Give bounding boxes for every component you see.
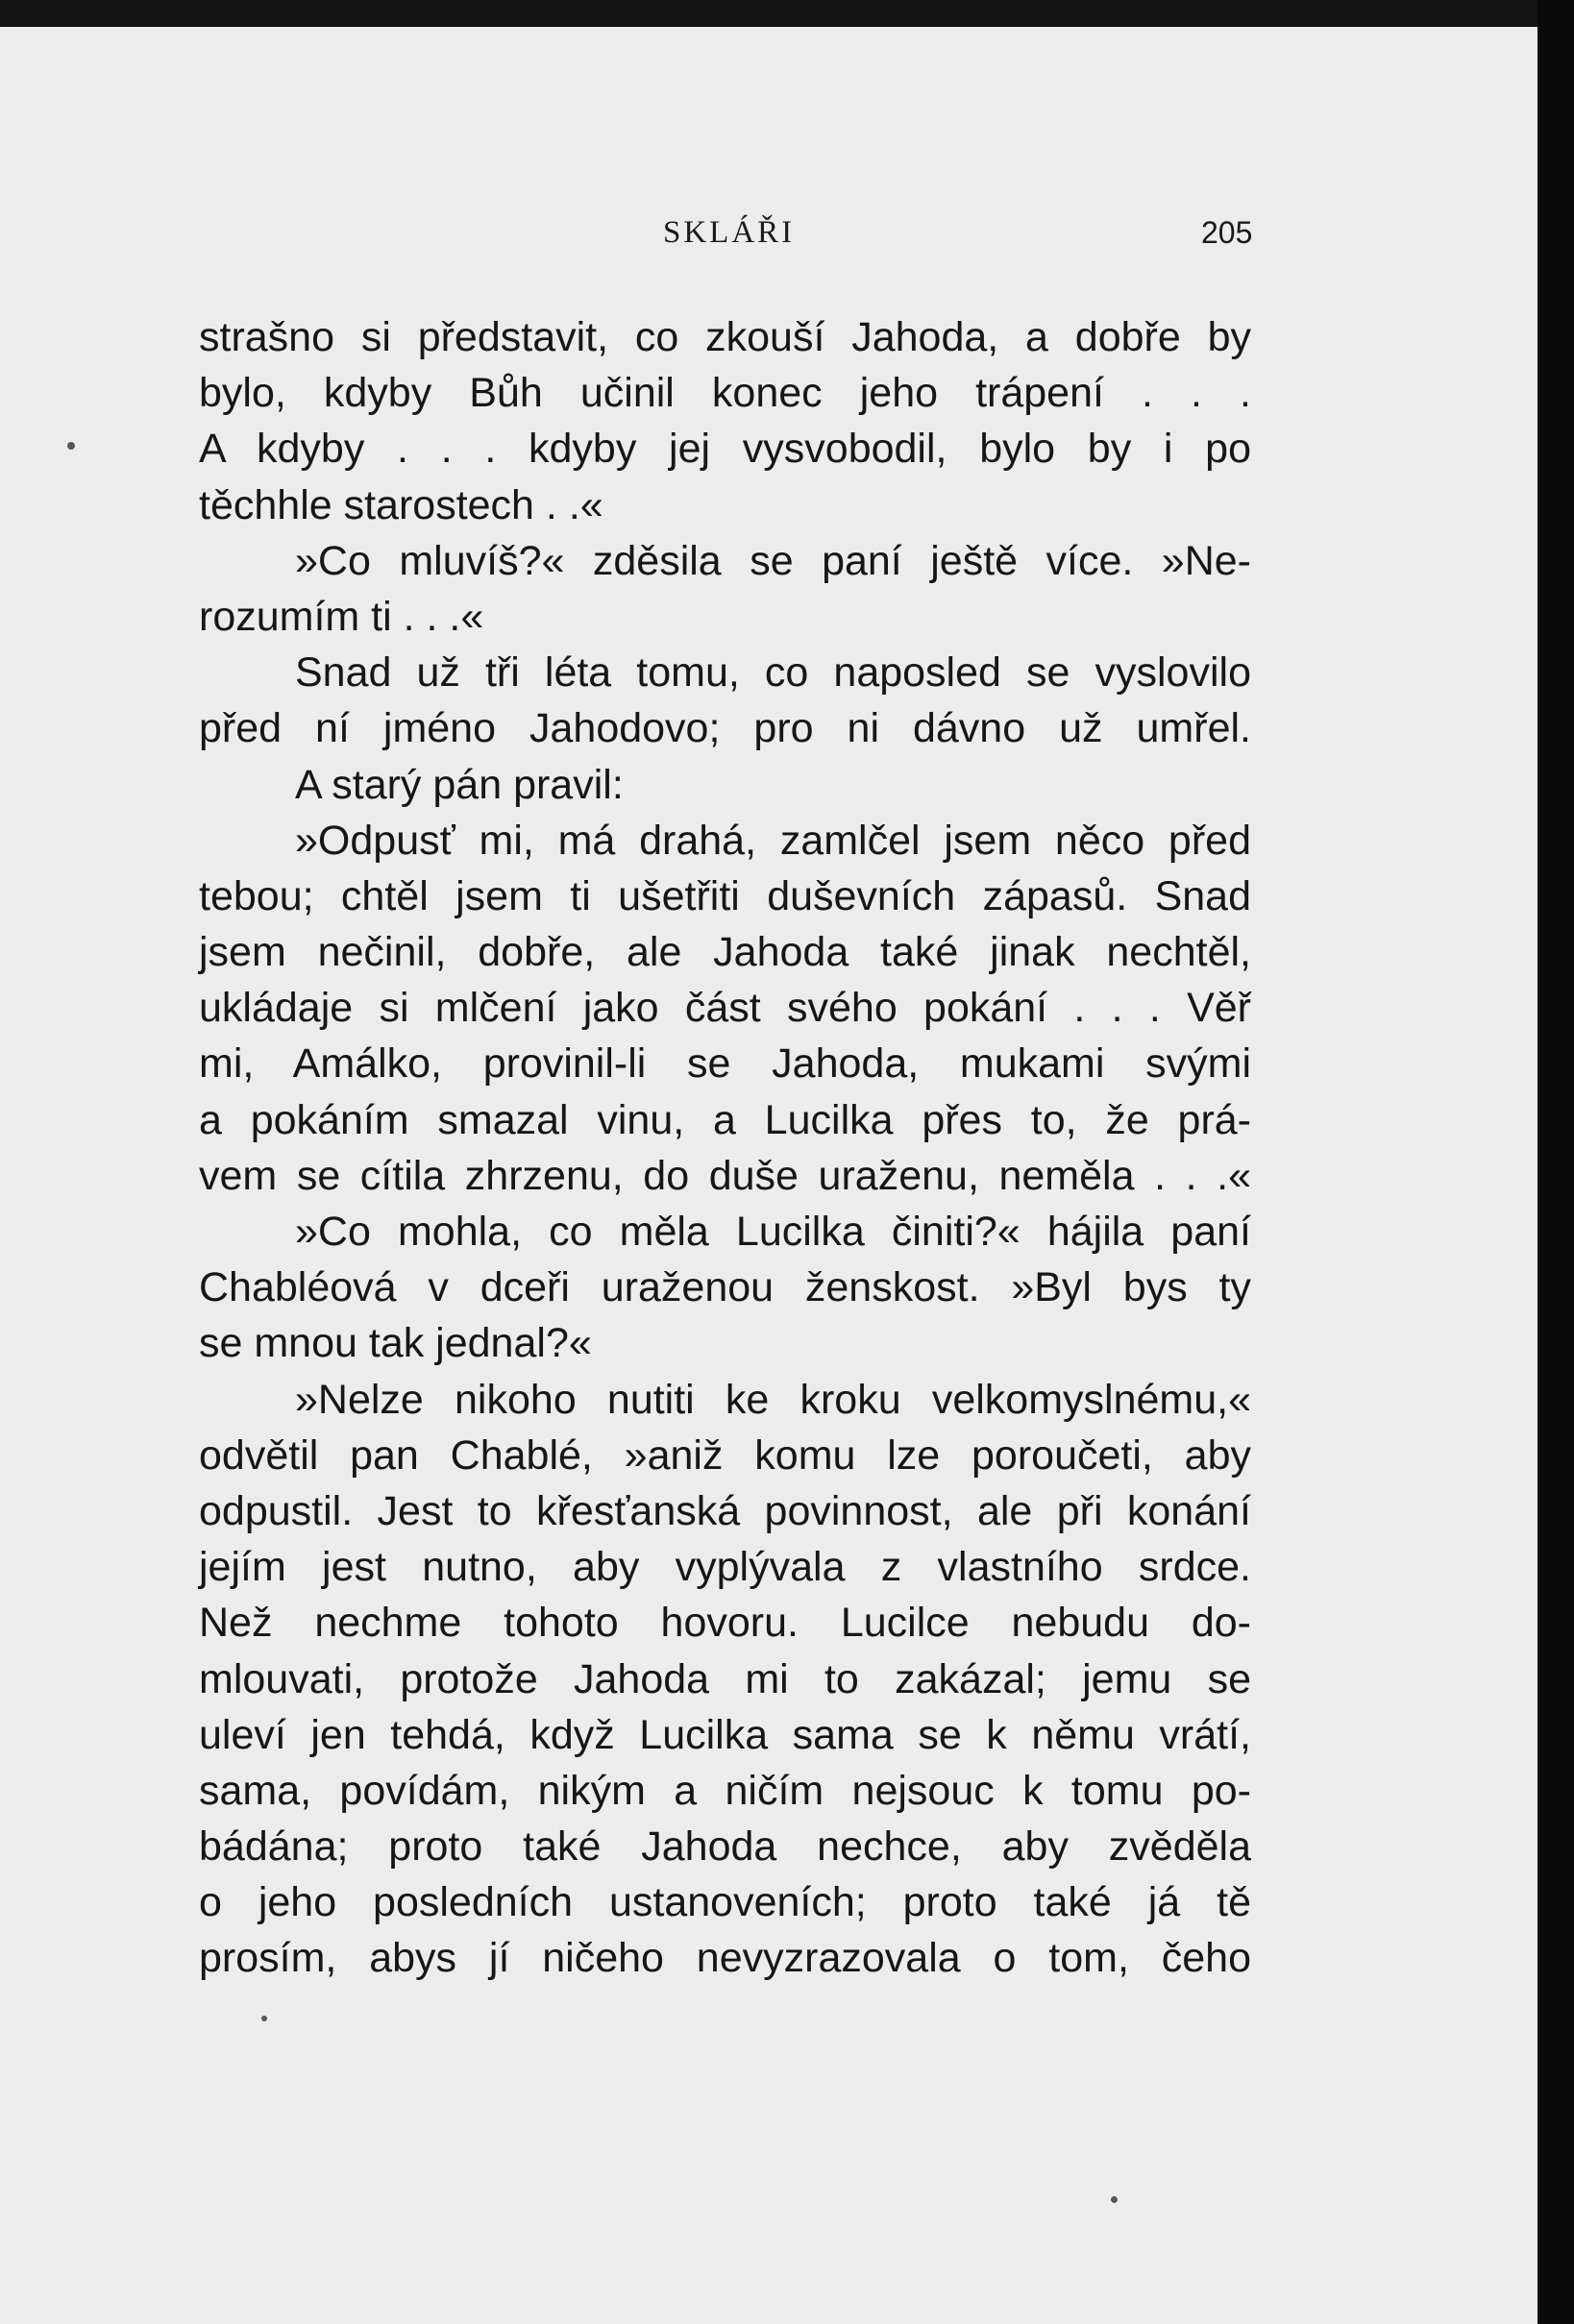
text-line: sama, povídám, nikým a ničím nejsouc k tomu po-: [199, 1767, 1251, 1814]
scan-right-border: [1537, 0, 1574, 2324]
text-line: bylo, kdyby Bůh učinil konec jeho trápení . . .: [199, 370, 1251, 417]
body-text: [199, 309, 1251, 1987]
scan-speck: [1111, 2196, 1118, 2203]
text-line: ukládaje si mlčení jako část svého pokání . . . Věř: [199, 985, 1251, 1032]
text-line: těchhle starostech . .«: [199, 481, 603, 528]
text-line: strašno si představit, co zkouší Jahoda, a dobře by: [199, 314, 1251, 360]
text-line: o jeho posledních ustanoveních; proto také já tě: [199, 1879, 1251, 1926]
text-line: »Odpusť mi, má drahá, zamlčel jsem něco před: [295, 817, 1251, 864]
text-line: jejím jest nutno, aby vyplývala z vlastního srdce.: [199, 1544, 1251, 1591]
text-line: jsem nečinil, dobře, ale Jahoda také jinak nechtěl,: [199, 929, 1251, 976]
text-line: »Nelze nikoho nutiti ke kroku velkomyslnému,«: [295, 1376, 1251, 1423]
text-line: se mnou tak jednal?«: [199, 1320, 592, 1367]
text-line: A kdyby . . . kdyby jej vysvobodil, bylo by i po: [199, 426, 1251, 473]
running-head: SKLÁŘI: [663, 215, 796, 250]
text-line: Snad už tři léta tomu, co naposled se vyslovilo: [295, 649, 1251, 697]
text-line: »Co mluvíš?« zděsila se paní ještě více. »Ne-: [295, 537, 1251, 584]
text-line: tebou; chtěl jsem ti ušetřiti duševních zápasů. Snad: [199, 872, 1251, 919]
text-line: vem se cítila zhrzenu, do duše uraženu, neměla . . .«: [199, 1152, 1251, 1199]
text-line: Chabléová v dceři uraženou ženskost. »Byl bys ty: [199, 1264, 1251, 1311]
text-line: »Co mohla, co měla Lucilka činiti?« hájila paní: [295, 1209, 1251, 1255]
text-line: odpustil. Jest to křesťanská povinnost, ale při konání: [199, 1487, 1251, 1534]
scan-speck: [261, 2016, 267, 2021]
text-line: mlouvati, protože Jahoda mi to zakázal; jemu se: [199, 1655, 1251, 1702]
page-number: 205: [1201, 215, 1253, 250]
text-line: uleví jen tehdá, když Lucilka sama se k němu vrátí,: [199, 1711, 1251, 1758]
text-line: rozumím ti . . .«: [199, 593, 484, 640]
text-line: odvětil pan Chablé, »aniž komu lze poroučeti, aby: [199, 1431, 1251, 1479]
text-line: bádána; proto také Jahoda nechce, aby zvěděla: [199, 1823, 1251, 1871]
scan-speck: [67, 442, 75, 450]
text-line: před ní jméno Jahodovo; pro ni dávno už umřel.: [199, 705, 1251, 752]
scan-top-border: [0, 0, 1574, 27]
text-line: mi, Amálko, provinil-li se Jahoda, mukami svými: [199, 1040, 1251, 1088]
text-line: Než nechme tohoto hovoru. Lucilce nebudu do-: [199, 1600, 1251, 1647]
text-line: A starý pán pravil:: [295, 761, 624, 808]
text-line: a pokáním smazal vinu, a Lucilka přes to, že prá-: [199, 1096, 1251, 1143]
text-line: prosím, abys jí ničeho nevyzrazovala o tom, čeho: [199, 1935, 1251, 1982]
